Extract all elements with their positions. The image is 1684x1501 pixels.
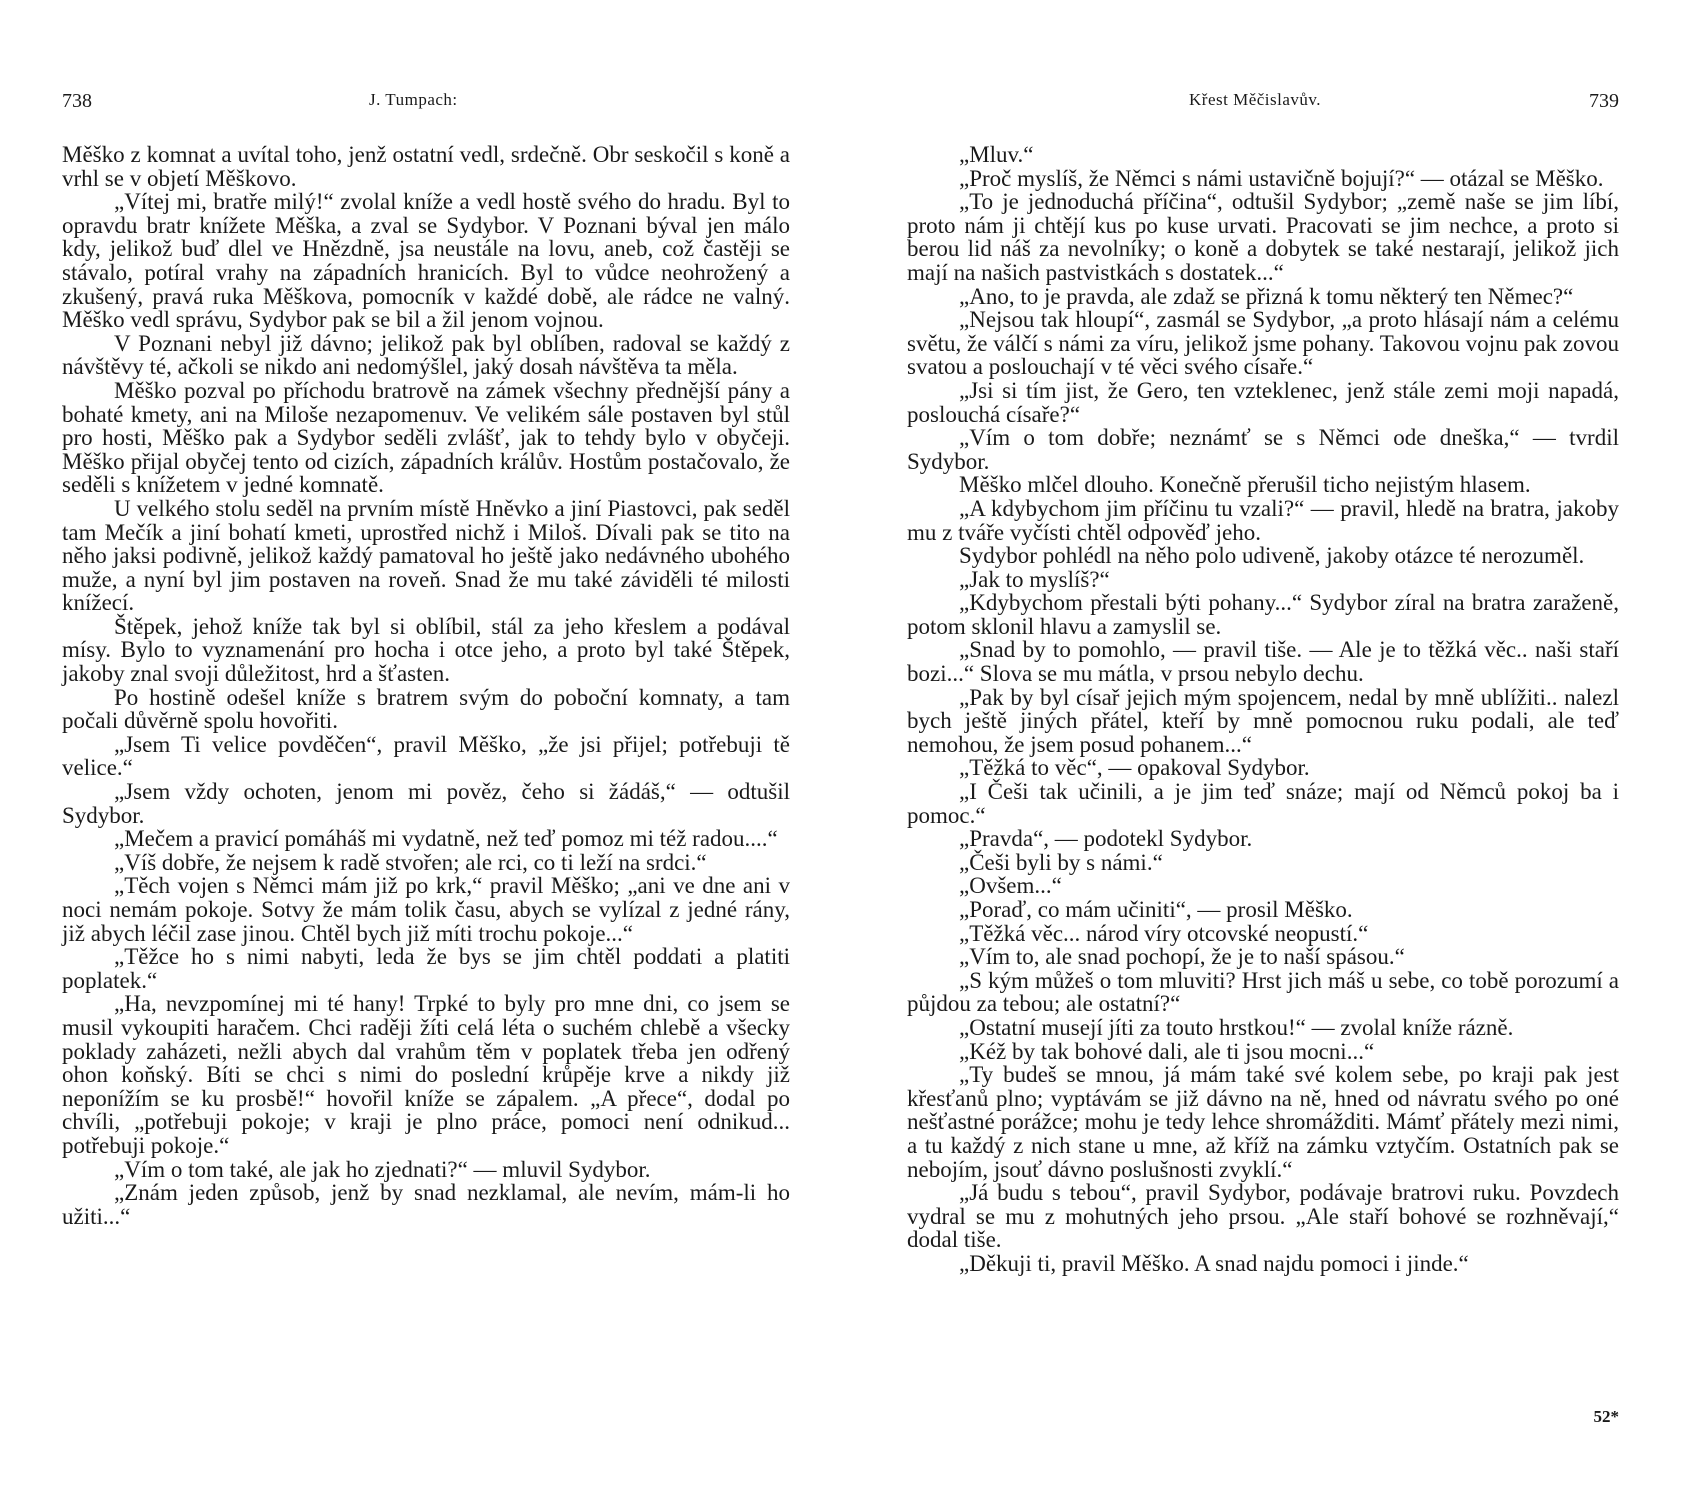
paragraph: „Těch vojen s Němci mám již po krk,“ pravil Měško; „ani ve dne ani v noci nemám pokoje. Sotvy že mám tolik času, abych se vylízal z jedné rány, již abych léčil zase jinou. Chtěl bych již míti trochu pokoje...“ [62, 873, 790, 946]
signature-mark: 52* [1593, 1407, 1619, 1426]
paragraph: Štěpek, jehož kníže tak byl si oblíbil, stál za jeho křeslem a podával mísy. Bylo to vyznamenání pro hocha i otce jeho, a proto byl také Štěpek, jakoby znal svoji důležitost, hrd a šťasten. [62, 613, 790, 687]
paragraph: „Poraď, co mám učiniti“, — prosil Měško. [959, 897, 1353, 922]
paragraph: „Jsem vždy ochoten, jenom mi pověz, čeho si žádáš,“ — odtušil Sydybor. [62, 779, 790, 828]
paragraph: „Kdybychom přestali býti pohany...“ Sydybor zíral na bratra zaraženě, potom sklonil hlavu a zamyslil se. [907, 590, 1619, 639]
paragraph: U velkého stolu seděl na prvním místě Hněvko a jiní Piastovci, pak seděl tam Mečík a jiní bohatí kmeti, uprostřed nichž i Miloš. Dívali pak se tito na něho jaksi podivně, jelikož každý pamatoval ho ještě jako nedávného ubohého muže, a nyní byl jim postaven na roveň. Snad že mu také záviděli té milosti knížecí. [62, 495, 790, 616]
paragraph: Měško pozval po příchodu bratrově na zámek všechny přednější pány a bohaté kmety, ani na Miloše nezapomenuv. Ve velikém sále postaven byl stůl pro hosti, Měško pak a Sydybor seděli zvlášť, jak to tehdy bylo v obyčeji. Měško přijal obyčej tento od cizích, západních králův. Hostům postačovalo, že seděli s knížetem v jedné komnatě. [62, 377, 790, 498]
left-page-text [62, 143, 790, 1228]
paragraph: „Pak by byl císař jejich mým spojencem, nedal by mně ublížiti.. nalezl bych ještě jiných přátel, kteří by mně pomocnou ruku podali, ale teď nemohou, že jsem posud pohanem...“ [907, 684, 1619, 757]
paragraph: „Ha, nevzpomínej mi té hany! Trpké to byly pro mne dni, co jsem se musil vykoupiti haračem. Chci raději žíti celá léta o suchém chlebě a všecky poklady zaházeti, nežli abych dal vrahům těm v poplatek třeba jen odřený ohon koňský. Bíti se chci s nimi do poslední krůpěje krve a nikdy již neponížím se ku prosbě!“ hovořil kníže se zápalem. „A přece“, dodal po chvíli, „potřebuji pokoje; v kraji je plno práce, pomoci není odnikud... potřebuji pokoje.“ [62, 991, 790, 1158]
paragraph: „Nejsou tak hloupí“, zasmál se Sydybor, „a proto hlásají nám a celému světu, že válčí s námi za víru, jelikož jsme pohany. Takovou vojnu pak zovou svatou a poslouchají v té věci svého císaře.“ [907, 307, 1619, 380]
paragraph: „Těžce ho s nimi nabyti, leda že bys se jim chtěl poddati a platiti poplatek.“ [62, 944, 790, 993]
paragraph: „Ovšem...“ [959, 873, 1062, 899]
paragraph: „Kéž by tak bohové dali, ale ti jsou mocni...“ [959, 1038, 1375, 1064]
right-page [907, 0, 1619, 1501]
left-page-header [62, 90, 790, 120]
paragraph: „Ostatní musejí jíti za touto hrstkou!“ — zvolal kníže rázně. [959, 1014, 1514, 1040]
paragraph: „Vím o tom dobře; neznámť se s Němci ode dneška,“ — tvrdil Sydybor. [907, 425, 1619, 474]
right-page-text [907, 143, 1619, 1276]
paragraph: „Vím to, ale snad pochopí, že je to naší spásou.“ [959, 944, 1405, 970]
paragraph: „Víš dobře, že nejsem k radě stvořen; ale rci, co ti leží na srdci.“ [114, 849, 707, 875]
paragraph: „S kým můžeš o tom mluviti? Hrst jich máš u sebe, co tobě porozumí a půjdou za tebou; ale ostatní?“ [907, 967, 1619, 1017]
paragraph: „To je jednoduchá příčina“, odtušil Sydybor; „země naše se jim líbí, proto nám ji chtějí kus po kuse urvati. Pracovati se jim nechce, a proto si berou lid náš za nevolníky; o koně a dobytek se také nestarají, jelikož jich mají na našich pastvistkách s dostatek...“ [907, 189, 1619, 285]
paragraph: „Snad by to pomohlo, — pravil tiše. — Ale je to těžká věc.. naši staří bozi...“ Slova se mu mátla, v prsou nebylo dechu. [907, 637, 1619, 687]
paragraph: „Znám jeden způsob, jenž by snad nezklamal, ale nevím, mám-li ho užiti...“ [62, 1180, 790, 1229]
paragraph: „Ano, to je pravda, ale zdaž se přizná k tomu některý ten Němec?“ [959, 283, 1574, 309]
paragraph: „I Češi tak učinili, a je jim teď snáze; mají od Němců pokoj ba i pomoc.“ [907, 779, 1619, 828]
right-page-number: 739 [1589, 90, 1619, 112]
paragraph: V Poznani nebyl již dávno; jelikož pak byl oblíben, radoval se každý z návštěvy té, ačkoli se nikdo ani nedomýšlel, jaký dosah návštěva ta měla. [62, 330, 790, 380]
left-page [62, 0, 790, 1501]
paragraph: „Těžká to věc“, — opakoval Sydybor. [959, 755, 1310, 781]
paragraph: „Proč myslíš, že Němci s námi ustavičně bojují?“ — otázal se Měško. [959, 165, 1604, 191]
paragraph: „Češi byli by s námi.“ [959, 849, 1163, 875]
paragraph: Sydybor pohlédl na něho polo udiveně, jakoby otázce té nerozuměl. [959, 543, 1585, 569]
paragraph: Měško z komnat a uvítal toho, jenž ostatní vedl, srdečně. Obr seskočil s koně a vrhl se v objetí Měškovo. [62, 142, 790, 191]
paragraph: Po hostině odešel kníže s bratrem svým do poboční komnaty, a tam počali důvěrně spolu hovořiti. [62, 684, 790, 734]
left-running-head: J. Tumpach: [369, 90, 458, 109]
paragraph: „Já budu s tebou“, pravil Sydybor, podávaje bratrovi ruku. Povzdech vydral se mu z mohutných jeho prsou. „Ale staří bohové se rozhněvají,“ dodal tiše. [907, 1180, 1619, 1253]
paragraph: „Pravda“, — podotekl Sydybor. [959, 826, 1253, 852]
right-page-header [907, 90, 1619, 120]
paragraph: „Vítej mi, bratře milý!“ zvolal kníže a vedl hostě svého do hradu. Byl to opravdu bratr knížete Měška, a zval se Sydybor. V Poznani býval jen málo kdy, jelikož buď dlel ve Hnězdně, jsa neustále na lovu, aneb, což častěji se stávalo, potíral vrahy na západních hranicích. Byl to vůdce neohrožený a zkušený, pravá ruka Měškova, pomocník v každé době, ale rádce ne valný. Měško vedl správu, Sydybor pak se bil a žil jenom vojnou. [62, 189, 790, 333]
paragraph: „A kdybychom jim příčinu tu vzali?“ — pravil, hledě na bratra, jakoby mu z tváře vyčísti chtěl odpověď jeho. [907, 495, 1619, 545]
paragraph: „Vím o tom také, ale jak ho zjednati?“ — mluvil Sydybor. [114, 1156, 651, 1182]
paragraph: „Těžká věc... národ víry otcovské neopustí.“ [959, 920, 1369, 946]
paragraph: „Ty budeš se mnou, já mám také své kolem sebe, po kraji pak jest křesťanů plno; vyptávám se již dávno na ně, hned od návratu svého po oné nešťastné porážce; mohu je tedy lehce shromážditi. Mámť přátely mezi nimi, a tu každý z nich stane u mne, až kříž na zámku vztyčím. Ostatních pak se nebojím, jsouť dávno poslušnosti zvyklí.“ [907, 1062, 1619, 1182]
paragraph: Měško mlčel dlouho. Konečně přerušil ticho nejistým hlasem. [959, 472, 1531, 498]
paragraph: „Jsi si tím jist, že Gero, ten vzteklenec, jenž stále zemi moji napadá, poslouchá císaře?“ [907, 377, 1619, 427]
paragraph: „Děkuji ti, pravil Měško. A snad najdu pomoci i jinde.“ [959, 1250, 1469, 1276]
left-page-number: 738 [62, 90, 92, 112]
paragraph: „Jsem Ti velice povděčen“, pravil Měško, „že jsi přijel; potřebuji tě velice.“ [62, 731, 790, 781]
paragraph: „Jak to myslíš?“ [959, 566, 1110, 592]
paragraph: „Mluv.“ [959, 142, 1034, 167]
right-running-head: Křest Měčislavův. [1189, 90, 1322, 109]
paragraph: „Mečem a pravicí pomáháš mi vydatně, než teď pomoz mi též radou....“ [114, 826, 778, 852]
